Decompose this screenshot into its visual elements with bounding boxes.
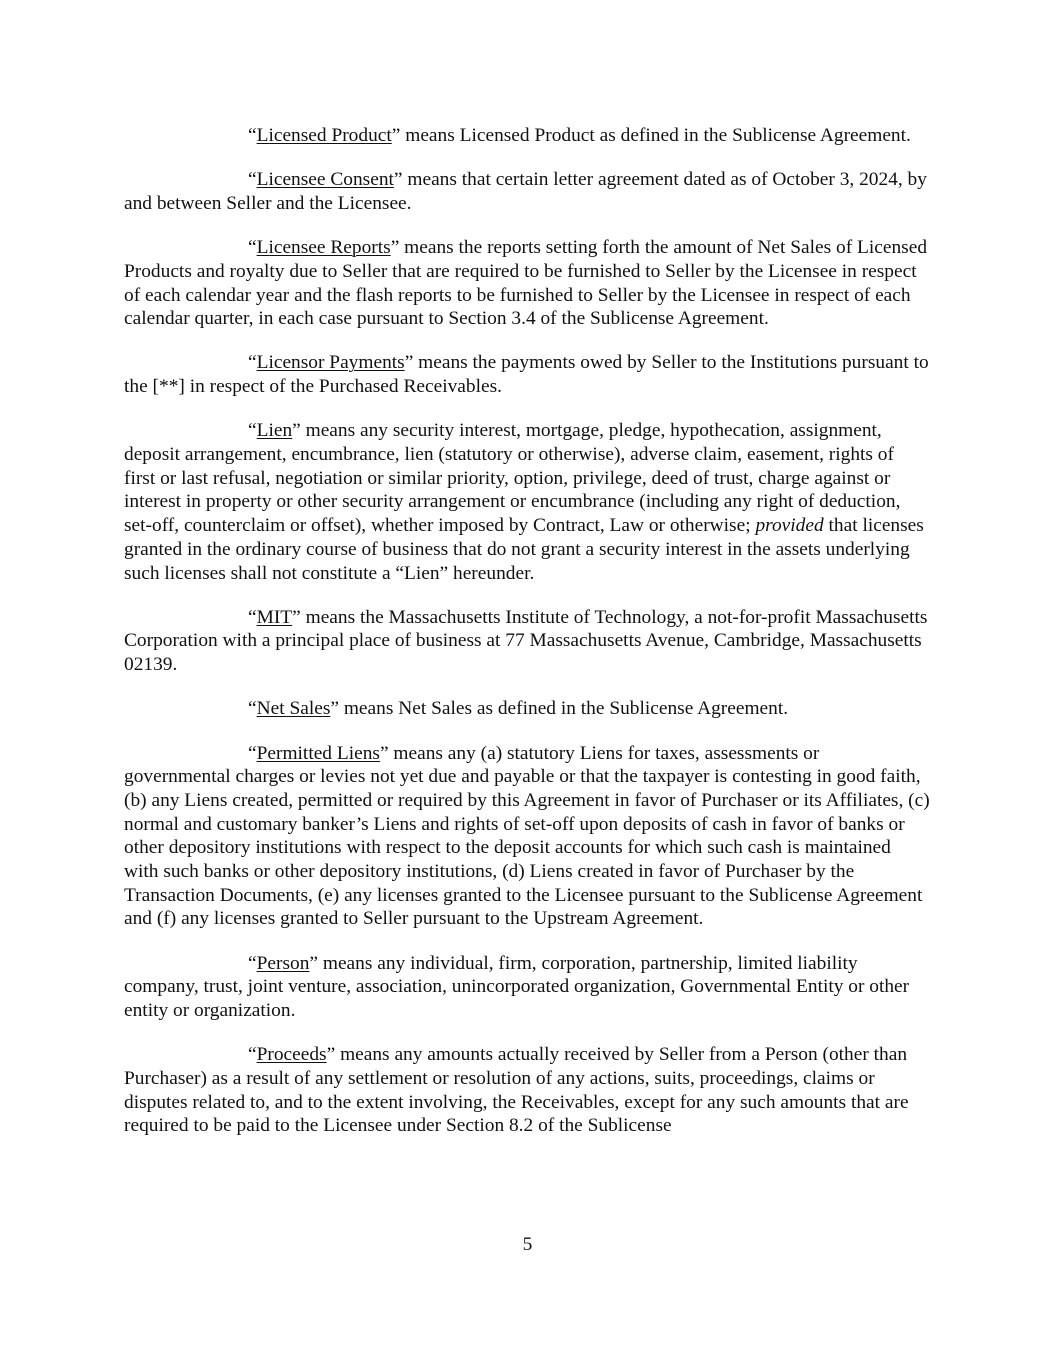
definition-net-sales [124, 697, 930, 721]
definition-text: means any (a) statutory Liens for taxes, assessments or governmental charges or levies not yet due and payable or that the taxpayer is contesting in good faith, (b) any Liens created, permitted or required by this Agreement in favor of Purchaser or its Affiliates, (c) normal and customary banker’s Liens and rights of set-off upon deposits of cash in favor of banks or other depository institutions with respect to the deposit accounts for which such cash is maintained with such banks or other depository institutions, (d) Liens created in favor of Purchaser by the Transaction Documents, (e) any licenses granted to the Licensee pursuant to the Sublicense Agreement and (f) any licenses granted to Seller pursuant to the Upstream Agreement. [124, 742, 930, 930]
definition-text: means any individual, firm, corporation, partnership, limited liability company, trust, joint venture, association, unincorporated organization, Governmental Entity or other entity or organization. [124, 952, 910, 1022]
definition-text: means any amounts actually received by Seller from a Person (other than Purchaser) as a result of any settlement or resolution of any actions, suits, proceedings, claims or disputes related to, and to the extent involving, the Receivables, except for any such amounts that are required to be paid to the Licensee under Section 8.2 of the Sublicense [124, 1044, 909, 1137]
definition-person [124, 952, 930, 1023]
definition-text-continued: that licenses granted in the ordinary course of business that do not grant a security interest in the assets underlying such licenses shall not constitute a “Lien” hereunder. [124, 515, 924, 584]
defined-term: Licensee Reports [256, 237, 391, 259]
open-quote: “ [248, 952, 257, 974]
defined-term: MIT [256, 606, 293, 628]
defined-term: Proceeds [256, 1044, 327, 1066]
close-quote: ” [292, 606, 301, 628]
definition-licensed-product [124, 124, 930, 148]
open-quote: “ [248, 742, 257, 764]
close-quote: ” [404, 352, 414, 374]
open-quote: “ [248, 420, 257, 442]
defined-term: Permitted Liens [256, 742, 380, 764]
defined-term: Person [256, 952, 310, 974]
definition-lien [124, 419, 930, 585]
close-quote: ” [379, 742, 389, 764]
definition-proceeds [124, 1043, 930, 1138]
close-quote: ” [393, 169, 403, 191]
definition-text: means that certain letter agreement dated as of October 3, 2024, by and between Seller and the Licensee. [124, 169, 927, 214]
definition-licensee-consent [124, 168, 930, 215]
defined-term: Lien [256, 420, 293, 442]
close-quote: ” [309, 952, 319, 974]
defined-term: Licensee Consent [256, 169, 394, 191]
close-quote: ” [330, 698, 339, 720]
definition-permitted-liens [124, 742, 930, 932]
open-quote: “ [248, 125, 257, 146]
close-quote: ” [326, 1044, 336, 1066]
open-quote: “ [248, 237, 257, 259]
open-quote: “ [248, 606, 257, 628]
defined-term: Licensed Product [256, 125, 392, 146]
defined-term: Licensor Payments [256, 352, 405, 374]
page-number: 5 [522, 1234, 533, 1255]
definition-mit [124, 606, 930, 677]
definition-text: means the Massachusetts Institute of Technology, a not-for-profit Massachusetts Corporation with a principal place of business at 77 Massachusetts Avenue, Cambridge, Massachusetts 02139. [124, 606, 928, 676]
close-quote: ” [390, 237, 400, 259]
definition-licensee-reports [124, 236, 930, 331]
close-quote: ” [391, 125, 401, 146]
italic-proviso: provided [755, 515, 824, 537]
open-quote: “ [248, 1044, 257, 1066]
defined-term: Net Sales [256, 698, 331, 720]
definition-licensor-payments [124, 351, 930, 398]
definition-text: means the payments owed by Seller to the Institutions pursuant to the [**] in respect of the Purchased Receivables. [124, 352, 929, 398]
open-quote: “ [248, 352, 257, 374]
definition-text: means Net Sales as defined in the Sublicense Agreement. [339, 698, 789, 720]
definition-text: means any security interest, mortgage, pledge, hypothecation, assignment, deposit arrangement, encumbrance, lien (statutory or otherwise), adverse claim, easement, rights of first or last refusal, negotiation or similar priority, option, privilege, deed of trust, charge against or interest in property or other security arrangement or encumbrance (including any right of deduction, set-off, counterclaim or offset), whether imposed by Contract, Law or otherwise; [124, 420, 901, 537]
open-quote: “ [248, 698, 257, 720]
definition-text: means the reports setting forth the amount of Net Sales of Licensed Products and royalty due to Seller that are required to be furnished to Seller by the Licensee in respect of each calendar year and the flash reports to be furnished to Seller by the Licensee in respect of each calendar quarter, in each case pursuant to Section 3.4 of the Sublicense Agreement. [124, 237, 928, 330]
close-quote: ” [292, 420, 301, 442]
definition-text: means Licensed Product as defined in the Sublicense Agreement. [400, 125, 911, 146]
open-quote: “ [248, 169, 257, 191]
document-page [124, 124, 930, 1159]
